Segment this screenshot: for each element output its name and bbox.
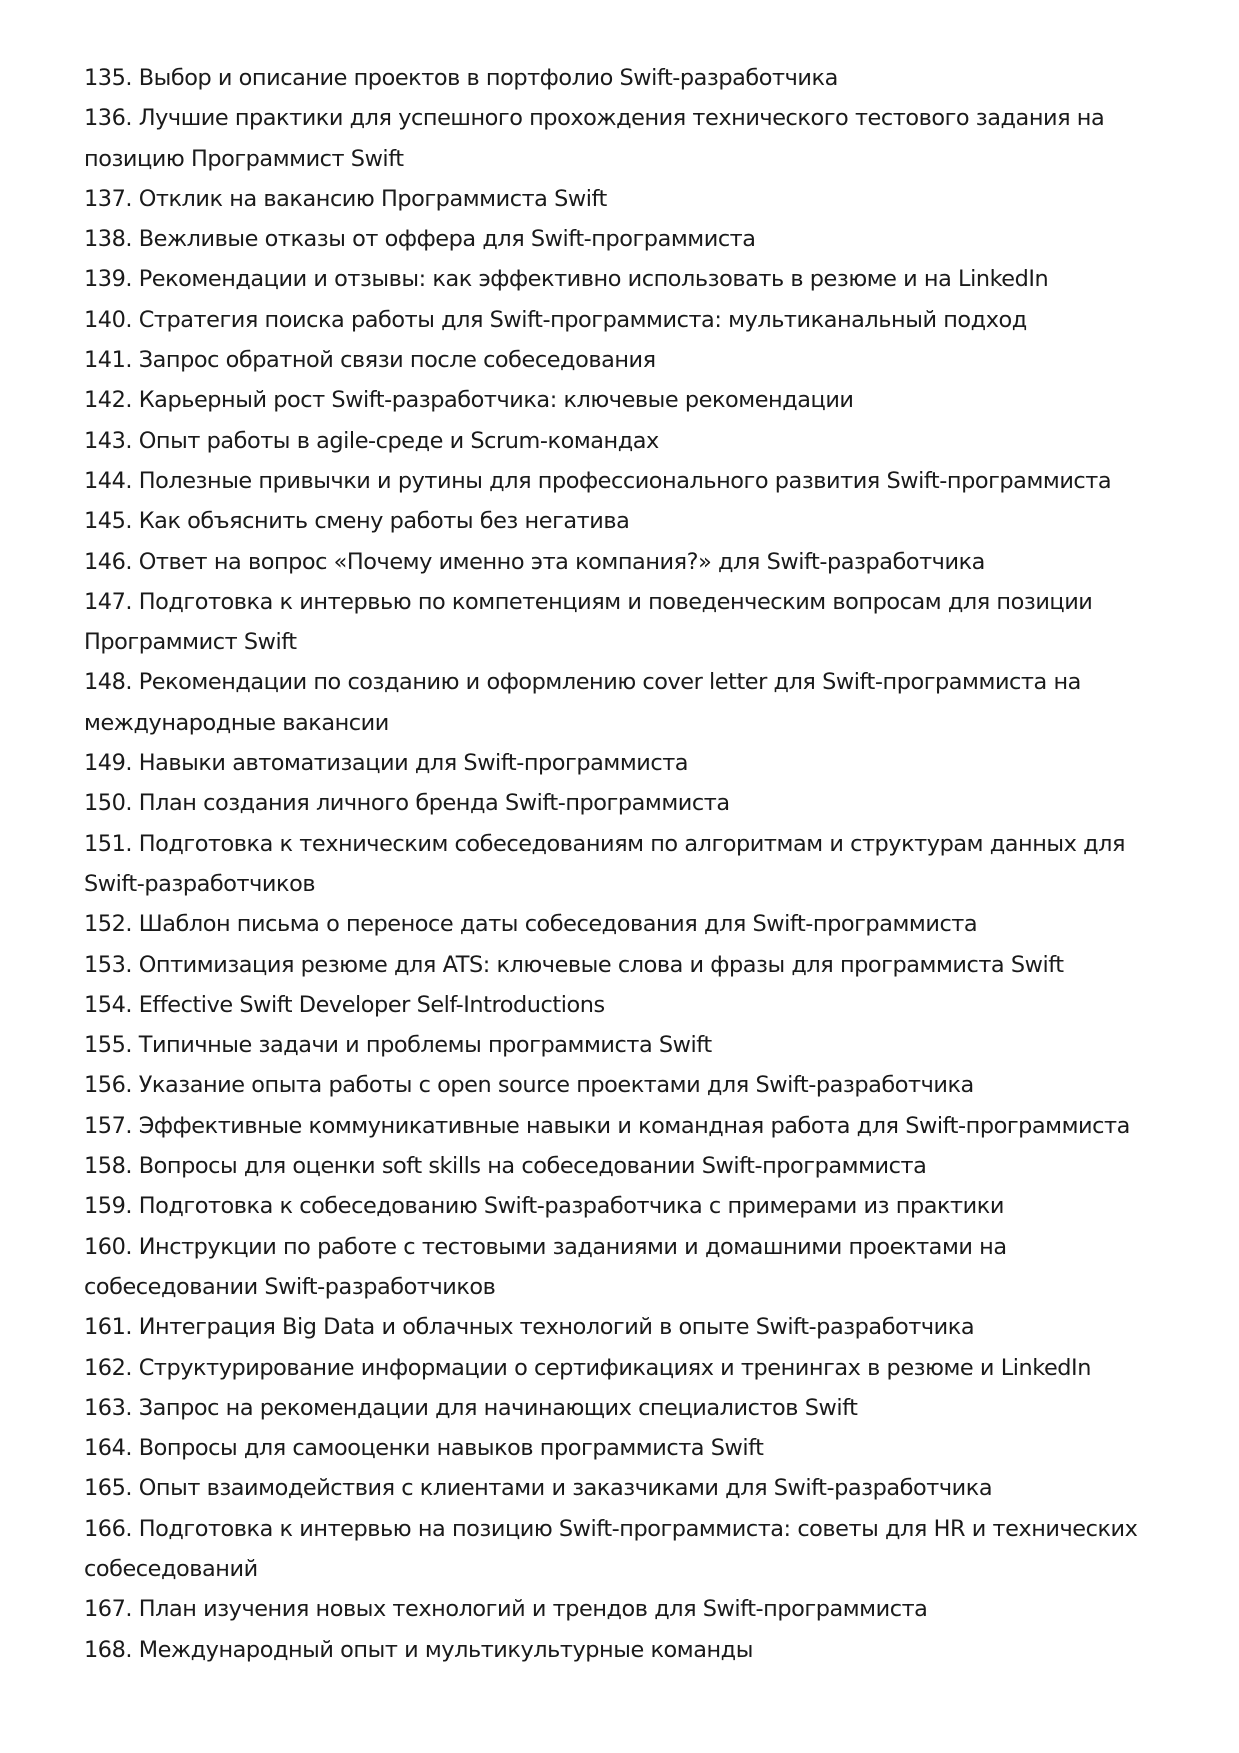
list-item: 141. Запрос обратной связи после собеседования [84,347,656,374]
list-item: 166. Подготовка к интервью на позицию Swift-программиста: советы для HR и технических собеседований [84,1515,1138,1582]
list-item: 162. Структурирование информации о сертификациях и тренингах в резюме и LinkedIn [84,1354,1091,1381]
list-item: 136. Лучшие практики для успешного прохождения технического тестового задания на позицию Программист Swift [84,105,1105,172]
list-item: 163. Запрос на рекомендации для начинающих специалистов Swift [84,1394,858,1421]
list-item: 161. Интеграция Big Data и облачных технологий в опыте Swift-разработчика [84,1314,975,1341]
list-item: 138. Вежливые отказы от оффера для Swift-программиста [84,226,756,253]
list-item: 154. Effective Swift Developer Self-Introductions [84,991,605,1018]
list-item: 139. Рекомендации и отзывы: как эффективно использовать в резюме и на LinkedIn [84,266,1049,293]
list-item: 160. Инструкции по работе с тестовыми заданиями и домашними проектами на собеседовании Swift-разработчиков [84,1233,1007,1300]
list-item: 155. Типичные задачи и проблемы программиста Swift [84,1032,712,1059]
list-item: 135. Выбор и описание проектов в портфолио Swift-разработчика [84,65,838,91]
list-item: 137. Отклик на вакансию Программиста Swift [84,185,607,212]
list-item: 143. Опыт работы в agile-среде и Scrum-командах [84,427,659,454]
list-item: 148. Рекомендации по созданию и оформлению cover letter для Swift-программиста на международные вакансии [84,669,1081,736]
list-item: 165. Опыт взаимодействия с клиентами и заказчиками для Swift-разработчика [84,1475,993,1502]
list-item: 140. Стратегия поиска работы для Swift-программиста: мультиканальный подход [84,306,1027,333]
list-item: 150. План создания личного бренда Swift-программиста [84,790,730,817]
document-page [84,58,1164,1670]
list-item: 164. Вопросы для самооценки навыков программиста Swift [84,1435,764,1462]
list-item: 156. Указание опыта работы с open source проектами для Swift-разработчика [84,1072,974,1099]
list-item: 153. Оптимизация резюме для ATS: ключевые слова и фразы для программиста Swift [84,951,1064,978]
list-item: 158. Вопросы для оценки soft skills на собеседовании Swift-программиста [84,1153,927,1180]
list-item: 157. Эффективные коммуникативные навыки и командная работа для Swift-программиста [84,1112,1130,1139]
list-item: 168. Международный опыт и мультикультурные команды [84,1636,753,1663]
list-item: 149. Навыки автоматизации для Swift-программиста [84,750,689,777]
list-item: 167. План изучения новых технологий и трендов для Swift-программиста [84,1596,928,1623]
list-item: 152. Шаблон письма о переносе даты собеседования для Swift-программиста [84,911,978,938]
list-item: 145. Как объяснить смену работы без негатива [84,508,630,535]
list-item: 146. Ответ на вопрос «Почему именно эта компания?» для Swift-разработчика [84,548,985,575]
list-item: 142. Карьерный рост Swift-разработчика: ключевые рекомендации [84,387,854,414]
list-item: 144. Полезные привычки и рутины для профессионального развития Swift-программиста [84,467,1112,494]
list-item: 147. Подготовка к интервью по компетенциям и поведенческим вопросам для позиции Программист Swift [84,588,1093,656]
list-item: 151. Подготовка к техническим собеседованиям по алгоритмам и структурам данных для Swift-разработчиков [84,830,1126,897]
list-item: 159. Подготовка к собеседованию Swift-разработчика с примерами из практики [84,1193,1004,1220]
